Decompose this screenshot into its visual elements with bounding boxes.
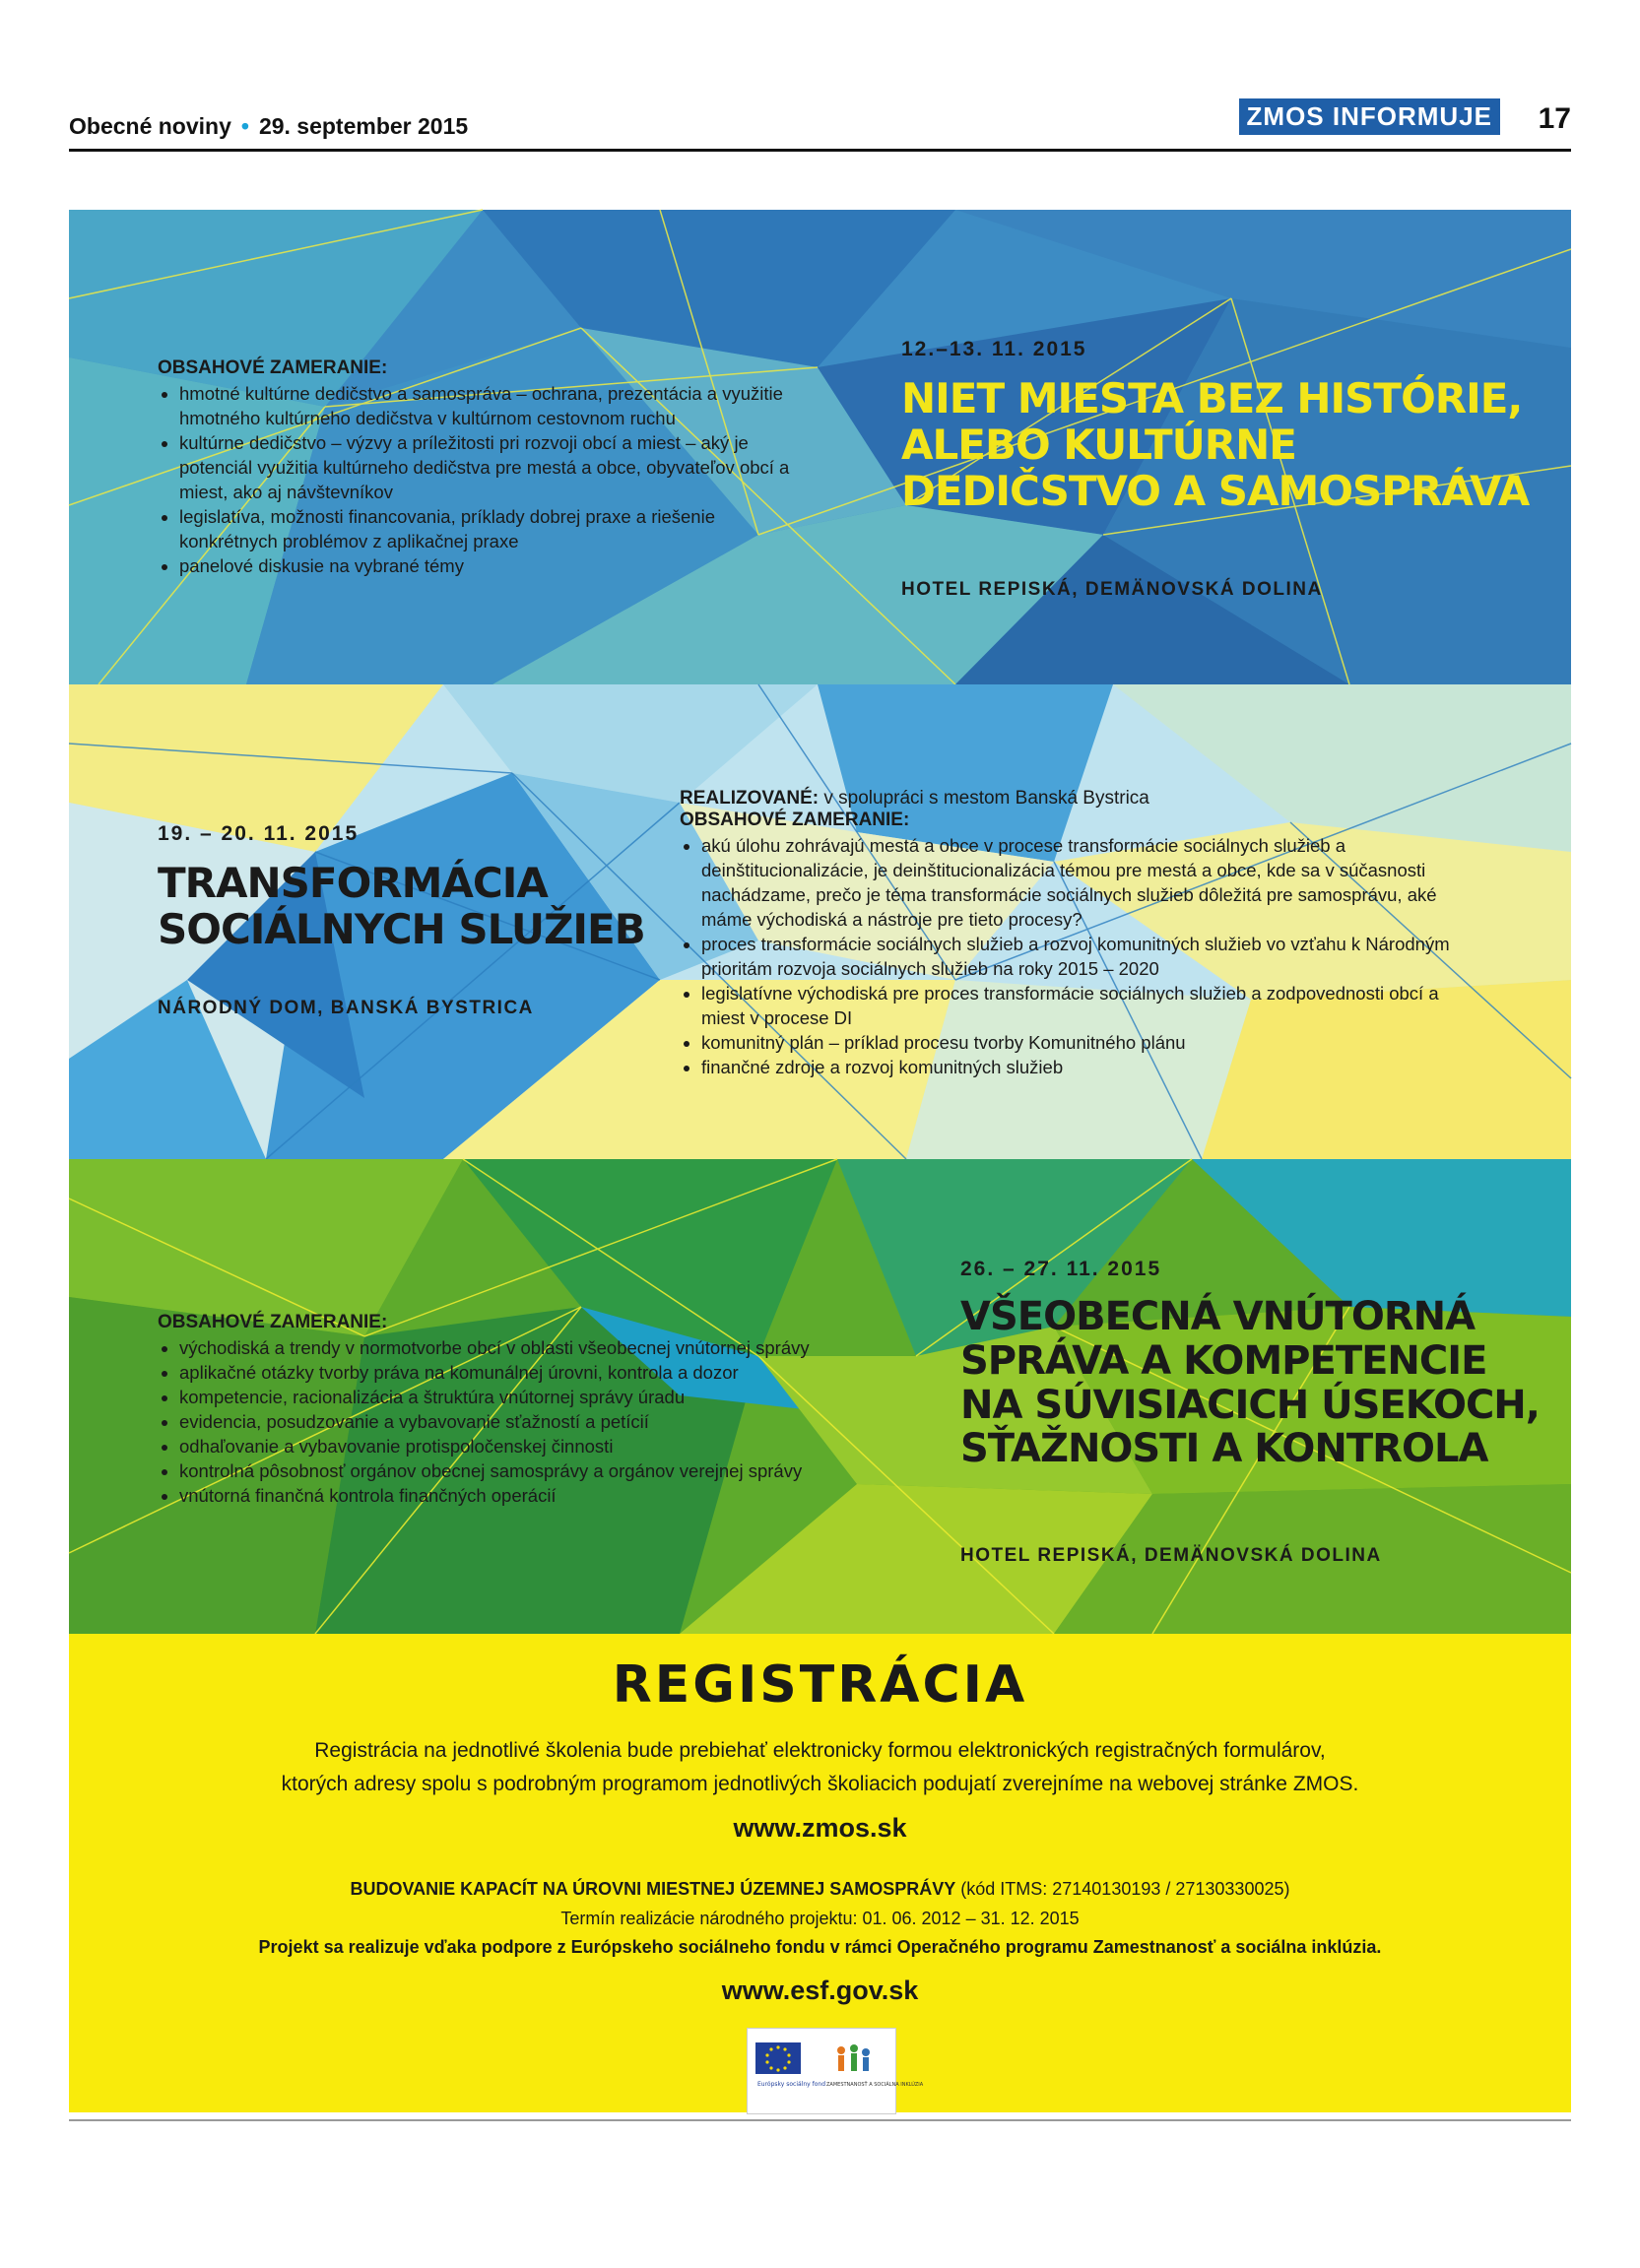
focus-item: • legislatíva, možnosti financovania, príklady dobrej praxe a riešenie konkrétnych problémov z aplikačnej praxe [179, 505, 808, 554]
registration-text [69, 1734, 1571, 1800]
event-venue: HOTEL REPISKÁ, DEMÄNOVSKÁ DOLINA [960, 1545, 1382, 1566]
footer-rule [69, 2119, 1571, 2121]
focus-item: • evidencia, posudzovanie a vybavovanie sťažností a petícií [179, 1410, 867, 1435]
publication-line [69, 113, 468, 140]
title-line: SŤAŽNOSTI A KONTROLA [960, 1426, 1488, 1472]
separator-dot: • [240, 113, 249, 139]
event-title [158, 860, 670, 952]
project-line [69, 1875, 1571, 1905]
focus-item: • legislatívne východiská pre proces transformácie sociálnych služieb a zodpovednosti obcí a miest v procese DI [701, 982, 1468, 1031]
project-support: Projekt sa realizuje vďaka podpore z Európskeho sociálneho fondu v rámci Operačného programu Zamestnanosť a sociálna inklúzia. [258, 1937, 1382, 1958]
project-info [69, 1875, 1571, 1963]
eu-flag-icon [748, 2029, 924, 2113]
focus-item: • odhaľovanie a vybavovanie protispoločenskej činnosti [179, 1435, 867, 1459]
focus-item: • finančné zdroje a rozvoj komunitných služieb [701, 1056, 1468, 1080]
event-band-administration [69, 1159, 1571, 1634]
focus-item: • aplikačné otázky tvorby práva na komunálnej úrovni, kontrola a dozor [179, 1361, 867, 1386]
registration-line: Registrácia na jednotlivé školenia bude prebiehať elektronicky formou elektronických registračných formulárov, [314, 1739, 1326, 1762]
title-line: SOCIÁLNYCH SLUŽIEB [158, 905, 645, 954]
focus-item: • východiská a trendy v normotvorbe obcí v oblasti všeobecnej vnútornej správy [179, 1336, 867, 1361]
title-line: NIET MIESTA BEZ HISTÓRIE, [901, 374, 1523, 422]
title-line: VŠEOBECNÁ VNÚTORNÁ [960, 1294, 1476, 1339]
title-line: ALEBO KULTÚRNE [901, 421, 1296, 470]
event-date: 26. – 27. 11. 2015 [960, 1258, 1162, 1280]
focus-title: OBSAHOVÉ ZAMERANIE: [680, 810, 910, 830]
focus-item: • hmotné kultúrne dedičstvo a samospráva – ochrana, prezentácia a využitie hmotného kultúrneho dedičstva v kultúrnom cestovnom ruchu [179, 382, 808, 431]
focus-title: OBSAHOVÉ ZAMERANIE: [158, 1312, 388, 1332]
event-title [901, 375, 1561, 514]
title-line: NA SÚVISIACICH ÚSEKOCH, [960, 1382, 1540, 1428]
event-title [960, 1295, 1561, 1471]
focus-item: • kompetencie, racionalizácia a štruktúra vnútornej správy úradu [179, 1386, 867, 1410]
issue-date: 29. september 2015 [258, 113, 469, 139]
focus-item: • vnútorná finančná kontrola finančných operácií [179, 1484, 867, 1509]
zmos-link[interactable]: www.zmos.sk [733, 1813, 907, 1843]
event-band-social [69, 684, 1571, 1159]
focus-item: • kontrolná pôsobnosť orgánov obecnej samosprávy a orgánov verejnej správy [179, 1459, 867, 1484]
event-band-heritage [69, 210, 1571, 684]
focus-list [158, 382, 808, 579]
realized-text: v spolupráci s mestom Banská Bystrica [819, 788, 1149, 809]
people-logo-icon [837, 2044, 870, 2071]
funding-logos [747, 2028, 924, 2114]
focus-list [680, 834, 1468, 1080]
title-line: TRANSFORMÁCIA [158, 859, 548, 907]
focus-block [158, 1312, 867, 1509]
section-badge: ZMOS INFORMUJE [1239, 98, 1500, 135]
title-line: DEDIČSTVO A SAMOSPRÁVA [901, 467, 1530, 516]
title-line: SPRÁVA A KOMPETENCIE [960, 1337, 1487, 1384]
focus-item: • panelové diskusie na vybrané témy [179, 554, 808, 579]
registration-title: REGISTRÁCIA [612, 1655, 1028, 1715]
publication-name: Obecné noviny [69, 113, 231, 139]
focus-item: • proces transformácie sociálnych služieb a rozvoj komunitných služieb vo vzťahu k Národným prioritám rozvoja sociálnych služieb na roky 2015 – 2020 [701, 933, 1468, 982]
event-venue: HOTEL REPISKÁ, DEMÄNOVSKÁ DOLINA [901, 579, 1323, 600]
event-date: 12.–13. 11. 2015 [901, 338, 1087, 360]
focus-item: • kultúrne dedičstvo – výzvy a príležitosti pri rozvoji obcí a miest – aký je potenciál využitia kultúrneho dedičstva pre mestá a obce, obyvateľov obcí a miest, ako aj návštevníkov [179, 431, 808, 505]
focus-title: OBSAHOVÉ ZAMERANIE: [158, 357, 388, 378]
focus-item: • komunitný plán – príklad procesu tvorby Komunitného plánu [701, 1031, 1468, 1056]
realized-label: REALIZOVANÉ: [680, 788, 820, 809]
event-venue: NÁRODNÝ DOM, BANSKÁ BYSTRICA [158, 998, 534, 1018]
registration-panel [69, 1634, 1571, 2112]
header-rule [69, 149, 1571, 152]
project-term: Termín realizácie národného projektu: 01. 06. 2012 – 31. 12. 2015 [560, 1908, 1080, 1928]
realized-line [680, 788, 1468, 810]
focus-block [158, 357, 808, 579]
page-header [69, 98, 1571, 150]
project-code: (kód ITMS: 27140130193 / 27130330025) [955, 1879, 1290, 1899]
training-poster [69, 210, 1571, 2112]
focus-block [680, 788, 1468, 1080]
page-number: 17 [1538, 102, 1571, 135]
esf-link[interactable]: www.esf.gov.sk [721, 1976, 919, 2005]
focus-item: • akú úlohu zohrávajú mestá a obce v procese transformácie sociálnych služieb a deinštitucionalizácie, je deinštitucionalizácia témou pre mestá a obce, kde sa v súčasnosti nachádzame, prečo je téma transformácie sociálnych služieb dôležitá pre samosprávu, aké máme východiská a nástroje pre tieto procesy? [701, 834, 1468, 933]
event-date: 19. – 20. 11. 2015 [158, 822, 360, 845]
project-name: BUDOVANIE KAPACÍT NA ÚROVNI MIESTNEJ ÚZEMNEJ SAMOSPRÁVY [350, 1879, 956, 1899]
registration-line: ktorých adresy spolu s podrobným programom jednotlivých školiacich podujatí zverejníme na webovej stránke ZMOS. [281, 1772, 1359, 1795]
focus-list [158, 1336, 867, 1509]
esf-logo-label: Európsky sociálny fond [757, 2081, 826, 2088]
zsi-logo-label: ZAMESTNANOSŤ A SOCIÁLNA INKLÚZIA [826, 2082, 924, 2088]
